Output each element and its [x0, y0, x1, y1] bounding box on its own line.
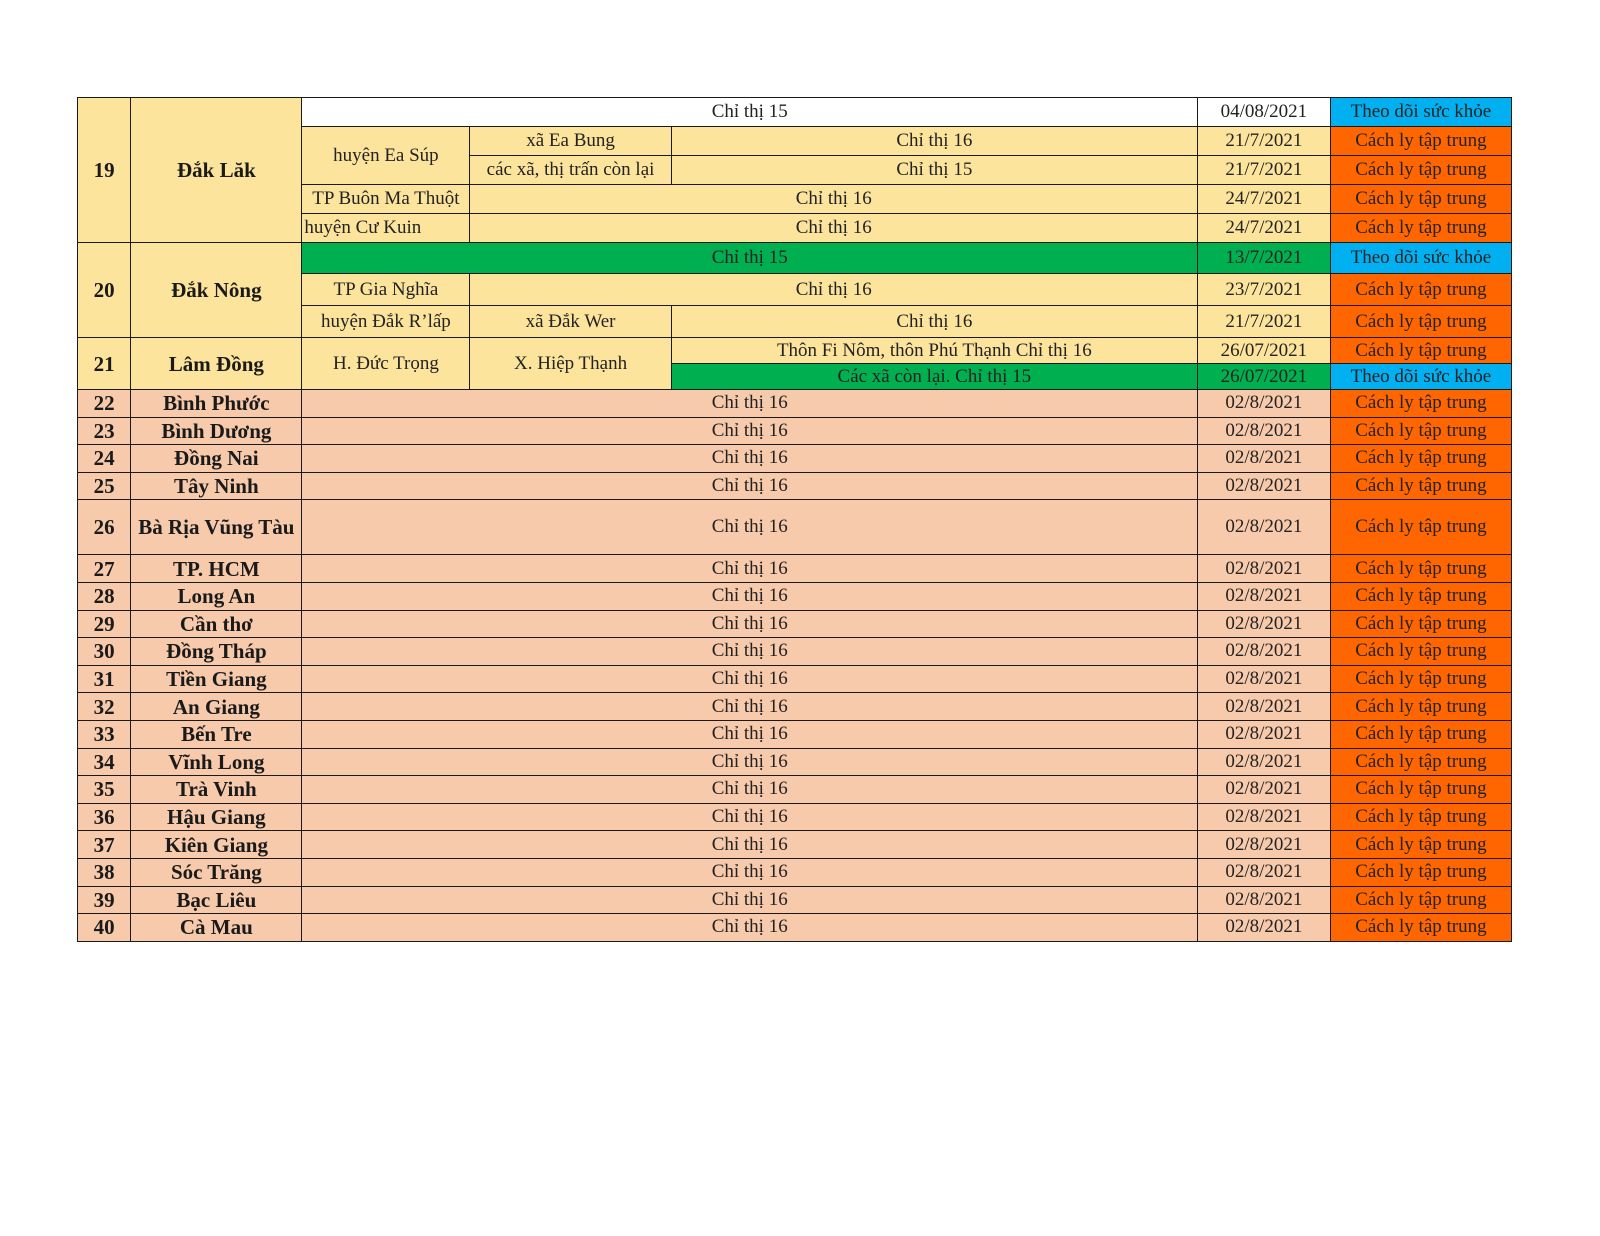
measure-cell: Chỉ thị 16 [302, 720, 1198, 748]
measure-cell: Chỉ thị 15 [302, 243, 1198, 274]
row-number: 37 [78, 831, 131, 859]
measure-cell: Chỉ thị 16 [302, 665, 1198, 693]
date-cell: 02/8/2021 [1198, 638, 1331, 666]
date-cell: 02/8/2021 [1198, 500, 1331, 555]
table-row [78, 831, 1512, 859]
date-cell: 02/8/2021 [1198, 858, 1331, 886]
date-cell: 21/7/2021 [1198, 156, 1331, 185]
date-cell: 02/8/2021 [1198, 914, 1331, 942]
table-row [78, 98, 1512, 127]
province-name: Đồng Nai [131, 445, 302, 473]
status-cell: Cách ly tập trung [1330, 445, 1511, 473]
date-cell: 02/8/2021 [1198, 748, 1331, 776]
commune-cell: xã Ea Bung [470, 127, 671, 156]
measure-cell: Chỉ thị 16 [302, 886, 1198, 914]
status-cell: Cách ly tập trung [1330, 390, 1511, 418]
measure-cell: Chỉ thị 16 [302, 914, 1198, 942]
status-cell: Cách ly tập trung [1330, 306, 1511, 338]
province-name: Bạc Liêu [131, 886, 302, 914]
status-cell: Theo dõi sức khỏe [1330, 364, 1511, 390]
province-name: Bình Dương [131, 417, 302, 445]
district-cell: huyện Đắk R’lấp [302, 306, 470, 338]
province-name: Đồng Tháp [131, 638, 302, 666]
measure-cell: Chỉ thị 16 [302, 831, 1198, 859]
row-number: 34 [78, 748, 131, 776]
measure-cell: Chỉ thị 16 [302, 417, 1198, 445]
row-number: 22 [78, 390, 131, 418]
province-name: Vĩnh Long [131, 748, 302, 776]
measure-cell: Chỉ thị 16 [302, 858, 1198, 886]
measure-cell: Chỉ thị 16 [302, 610, 1198, 638]
province-name: Bà Rịa Vũng Tàu [131, 500, 302, 555]
row-number: 29 [78, 610, 131, 638]
province-name: Lâm Đồng [131, 338, 302, 390]
date-cell: 02/8/2021 [1198, 610, 1331, 638]
row-number: 30 [78, 638, 131, 666]
date-cell: 02/8/2021 [1198, 582, 1331, 610]
row-number: 32 [78, 693, 131, 721]
province-name: Đắk Lăk [131, 98, 302, 243]
measure-cell: Chỉ thị 16 [302, 582, 1198, 610]
date-cell: 21/7/2021 [1198, 127, 1331, 156]
date-cell: 13/7/2021 [1198, 243, 1331, 274]
row-number: 21 [78, 338, 131, 390]
measure-cell: Chỉ thị 16 [671, 127, 1197, 156]
table-row [78, 500, 1512, 555]
measure-cell: Chỉ thị 16 [671, 306, 1197, 338]
status-cell: Cách ly tập trung [1330, 610, 1511, 638]
date-cell: 02/8/2021 [1198, 720, 1331, 748]
row-number: 35 [78, 776, 131, 804]
status-cell: Cách ly tập trung [1330, 914, 1511, 942]
row-number: 23 [78, 417, 131, 445]
province-name: Tây Ninh [131, 472, 302, 500]
status-cell: Cách ly tập trung [1330, 638, 1511, 666]
measure-cell: Chỉ thị 16 [302, 693, 1198, 721]
measure-cell: Chỉ thị 16 [302, 776, 1198, 804]
status-cell: Cách ly tập trung [1330, 555, 1511, 583]
status-cell: Theo dõi sức khỏe [1330, 243, 1511, 274]
quarantine-table [77, 97, 1512, 942]
status-cell: Cách ly tập trung [1330, 185, 1511, 214]
table-row [78, 338, 1512, 364]
table-row [78, 638, 1512, 666]
province-name: Bến Tre [131, 720, 302, 748]
table-row [78, 914, 1512, 942]
province-name: Hậu Giang [131, 803, 302, 831]
date-cell: 02/8/2021 [1198, 776, 1331, 804]
date-cell: 02/8/2021 [1198, 693, 1331, 721]
table-row [78, 720, 1512, 748]
row-number: 24 [78, 445, 131, 473]
date-cell: 21/7/2021 [1198, 306, 1331, 338]
table-row [78, 665, 1512, 693]
commune-cell: X. Hiệp Thạnh [470, 338, 671, 390]
measure-cell: Chỉ thị 16 [302, 803, 1198, 831]
table-row [78, 610, 1512, 638]
table-row [78, 776, 1512, 804]
district-cell: huyện Ea Súp [302, 127, 470, 185]
province-name: Cần thơ [131, 610, 302, 638]
date-cell: 26/07/2021 [1198, 364, 1331, 390]
date-cell: 26/07/2021 [1198, 338, 1331, 364]
date-cell: 02/8/2021 [1198, 417, 1331, 445]
measure-cell: Chỉ thị 16 [302, 748, 1198, 776]
district-cell: TP Buôn Ma Thuột [302, 185, 470, 214]
status-cell: Cách ly tập trung [1330, 582, 1511, 610]
status-cell: Cách ly tập trung [1330, 720, 1511, 748]
province-name: TP. HCM [131, 555, 302, 583]
table-row [78, 582, 1512, 610]
table-row [78, 390, 1512, 418]
date-cell: 02/8/2021 [1198, 390, 1331, 418]
status-cell: Cách ly tập trung [1330, 214, 1511, 243]
row-number: 38 [78, 858, 131, 886]
table-row [78, 858, 1512, 886]
date-cell: 02/8/2021 [1198, 445, 1331, 473]
province-name: Trà Vinh [131, 776, 302, 804]
date-cell: 02/8/2021 [1198, 886, 1331, 914]
status-cell: Cách ly tập trung [1330, 500, 1511, 555]
district-cell: TP Gia Nghĩa [302, 274, 470, 306]
province-name: Tiền Giang [131, 665, 302, 693]
measure-cell: Thôn Fi Nôm, thôn Phú Thạnh Chỉ thị 16 [671, 338, 1197, 364]
date-cell: 02/8/2021 [1198, 555, 1331, 583]
measure-cell: Chỉ thị 16 [470, 185, 1198, 214]
row-number: 27 [78, 555, 131, 583]
province-name: Long An [131, 582, 302, 610]
district-cell: huyện Cư Kuin [302, 214, 470, 243]
measure-cell: Chỉ thị 16 [302, 390, 1198, 418]
measure-cell: Chỉ thị 16 [302, 500, 1198, 555]
measure-cell: Chỉ thị 16 [302, 445, 1198, 473]
date-cell: 02/8/2021 [1198, 803, 1331, 831]
date-cell: 04/08/2021 [1198, 98, 1331, 127]
table-row [78, 472, 1512, 500]
status-cell: Cách ly tập trung [1330, 803, 1511, 831]
row-number: 25 [78, 472, 131, 500]
measure-cell: Chỉ thị 16 [302, 555, 1198, 583]
measure-cell: Chỉ thị 15 [671, 156, 1197, 185]
status-cell: Cách ly tập trung [1330, 693, 1511, 721]
table-row [78, 748, 1512, 776]
province-name: An Giang [131, 693, 302, 721]
province-name: Kiên Giang [131, 831, 302, 859]
measure-cell: Chỉ thị 15 [302, 98, 1198, 127]
row-number: 19 [78, 98, 131, 243]
table-row [78, 417, 1512, 445]
row-number: 26 [78, 500, 131, 555]
measure-cell: Chỉ thị 16 [302, 638, 1198, 666]
province-name: Cà Mau [131, 914, 302, 942]
province-name: Đắk Nông [131, 243, 302, 338]
status-cell: Cách ly tập trung [1330, 776, 1511, 804]
measure-cell: Các xã còn lại. Chỉ thị 15 [671, 364, 1197, 390]
table-row [78, 243, 1512, 274]
province-name: Bình Phước [131, 390, 302, 418]
row-number: 20 [78, 243, 131, 338]
date-cell: 02/8/2021 [1198, 665, 1331, 693]
commune-cell: xã Đắk Wer [470, 306, 671, 338]
date-cell: 24/7/2021 [1198, 214, 1331, 243]
table-row [78, 803, 1512, 831]
table-row [78, 693, 1512, 721]
status-cell: Cách ly tập trung [1330, 748, 1511, 776]
date-cell: 02/8/2021 [1198, 472, 1331, 500]
status-cell: Cách ly tập trung [1330, 274, 1511, 306]
district-cell: H. Đức Trọng [302, 338, 470, 390]
status-cell: Cách ly tập trung [1330, 417, 1511, 445]
table-row [78, 445, 1512, 473]
row-number: 36 [78, 803, 131, 831]
status-cell: Cách ly tập trung [1330, 127, 1511, 156]
status-cell: Cách ly tập trung [1330, 665, 1511, 693]
row-number: 28 [78, 582, 131, 610]
row-number: 39 [78, 886, 131, 914]
date-cell: 02/8/2021 [1198, 831, 1331, 859]
status-cell: Theo dõi sức khỏe [1330, 98, 1511, 127]
table-row [78, 555, 1512, 583]
status-cell: Cách ly tập trung [1330, 472, 1511, 500]
row-number: 31 [78, 665, 131, 693]
date-cell: 23/7/2021 [1198, 274, 1331, 306]
status-cell: Cách ly tập trung [1330, 886, 1511, 914]
measure-cell: Chỉ thị 16 [470, 274, 1198, 306]
measure-cell: Chỉ thị 16 [470, 214, 1198, 243]
status-cell: Cách ly tập trung [1330, 156, 1511, 185]
status-cell: Cách ly tập trung [1330, 338, 1511, 364]
table-row [78, 886, 1512, 914]
province-name: Sóc Trăng [131, 858, 302, 886]
commune-cell: các xã, thị trấn còn lại [470, 156, 671, 185]
status-cell: Cách ly tập trung [1330, 831, 1511, 859]
row-number: 33 [78, 720, 131, 748]
status-cell: Cách ly tập trung [1330, 858, 1511, 886]
measure-cell: Chỉ thị 16 [302, 472, 1198, 500]
row-number: 40 [78, 914, 131, 942]
date-cell: 24/7/2021 [1198, 185, 1331, 214]
